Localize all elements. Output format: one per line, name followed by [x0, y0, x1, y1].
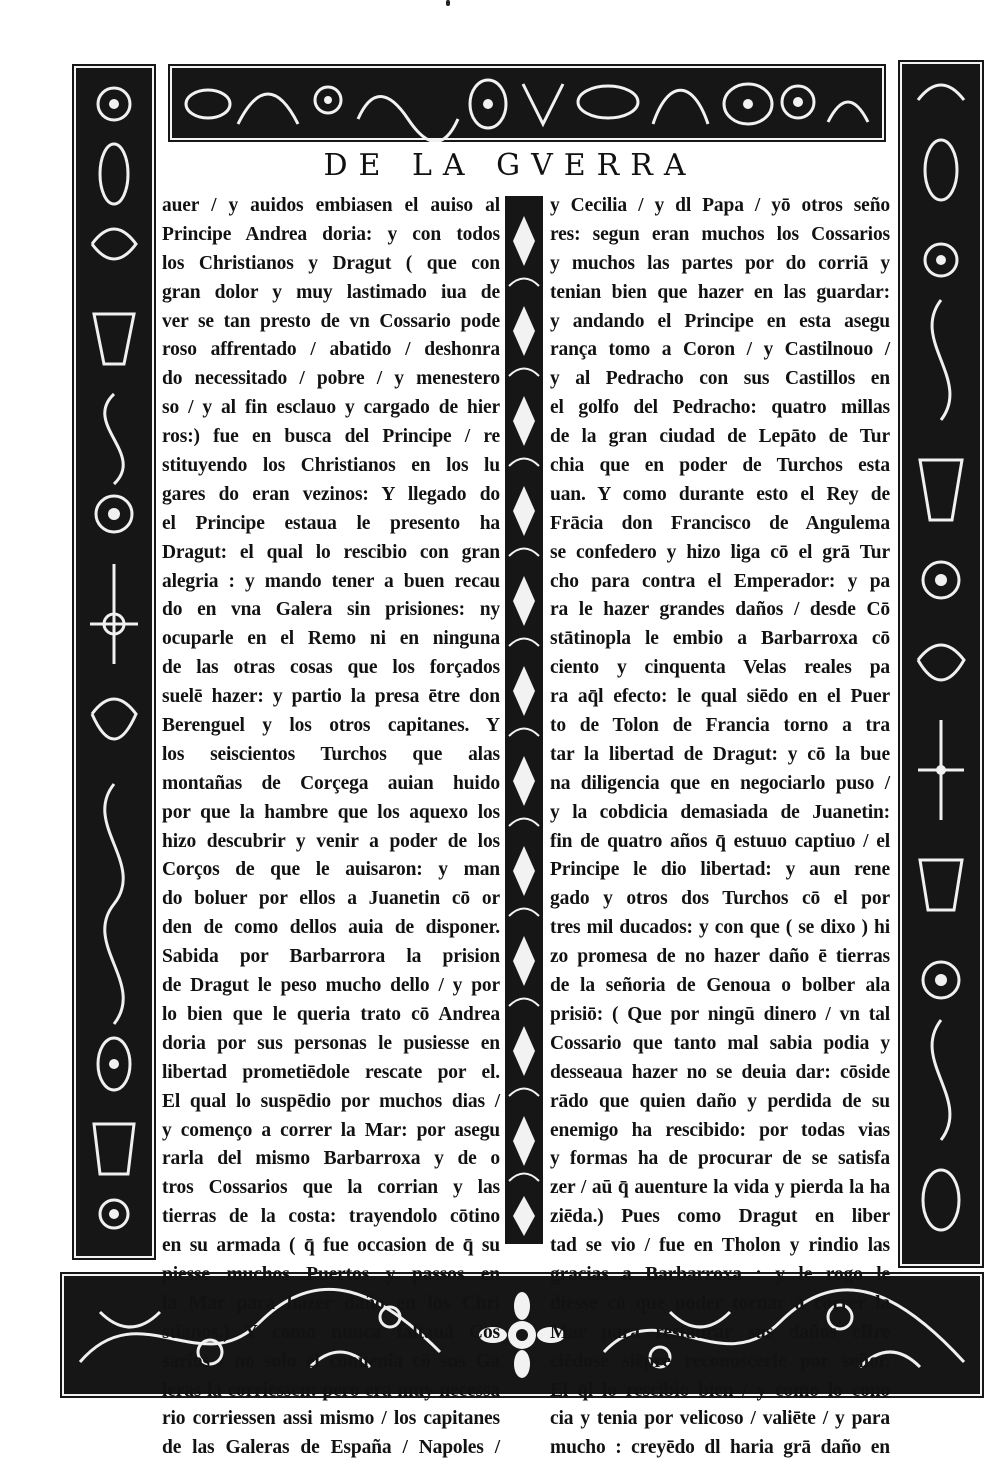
running-head: DE LA GVERRA — [323, 148, 697, 183]
text-line: zo promesa de no hazer daño ē tierras — [550, 946, 890, 968]
text-line: doria por sus personas le pusiesse en — [162, 1032, 500, 1054]
text-line: El q̄l lo rescibio bien / y como lo cono — [550, 1379, 890, 1401]
text-line: stituyendo los Christianos en los lu — [162, 455, 500, 477]
text-line: ciento y cinquenta Velas reales pa — [550, 657, 890, 679]
text-line: El qual lo suspēdio por muchos dias / — [162, 1090, 500, 1112]
text-line: do en vna Galera sin prisiones: ny — [162, 599, 500, 621]
text-line: fin de quatro años q̄ estuuo captiuo / el — [550, 830, 890, 852]
text-line: rarla del mismo Barbarroxa y de o — [162, 1148, 500, 1170]
left-woodcut-border — [72, 64, 156, 1260]
text-line: ra le hazer grandes daños / desde Cō — [550, 599, 890, 621]
text-line: lo bien que le queria trato cō Andrea — [162, 1003, 500, 1025]
text-line: y Cecilia / y dl Papa / yō otros seño — [550, 195, 890, 216]
text-line: rio corriessen assi mismo / los capitanes — [162, 1408, 500, 1430]
text-line: ros:) fue en busca del Principe / re — [162, 426, 500, 448]
text-line: ra aq̄l efecto: le qual siēdo en el Puer — [550, 686, 890, 708]
text-line: de la gran ciudad de Lepāto de Tur — [550, 426, 890, 448]
text-line: tierras de la costa: trayendolo cōtino — [162, 1206, 500, 1228]
right-woodcut-border — [898, 60, 984, 1268]
text-line: prisiō: ( Que por ningū dinero / vn tal — [550, 1003, 890, 1025]
text-line: gado y otros dos Turchos cō el por — [550, 888, 890, 910]
center-woodcut-column — [505, 196, 543, 1244]
text-line: ver se tan presto de vn Cossario pode — [162, 310, 500, 332]
top-woodcut-border — [168, 64, 886, 142]
text-line: de la señoria de Genoua o bolber ala — [550, 975, 890, 997]
text-line: la Mar para hazer daño en los Chri — [162, 1292, 500, 1314]
text-line: tres mil ducados: y con que ( se dixo ) hi — [550, 917, 890, 939]
text-line: ocuparle en el Remo ni en ninguna — [162, 628, 500, 650]
text-line: cho para contra el Emperador: y pa — [550, 570, 890, 592]
text-line: alegria : y mando tener a buen recau — [162, 570, 500, 592]
text-line: y començo a correr la Mar: por asegu — [162, 1119, 500, 1141]
text-line: tros Cossarios que la corrian y las — [162, 1177, 500, 1199]
text-line: Sabida por Barbarrora la prision — [162, 946, 500, 968]
text-line: tad se vio / fue en Tholon y rindio las — [550, 1235, 890, 1257]
center-column-ornament-icon — [505, 196, 543, 1244]
text-line: tar la libertad de Dragut: y cō la bue — [550, 743, 890, 765]
text-line: gracias a Barbarroxa : y le rogo le — [550, 1263, 890, 1285]
text-line: zer / aū q̄ auenture la vida y pierda la ha — [550, 1177, 890, 1199]
text-line: de las Galeras de España / Napoles / — [162, 1437, 500, 1459]
text-line: suelē hazer: y partio la presa ētre don — [162, 686, 500, 708]
text-line: uan. Y como durante esto el Rey de — [550, 483, 890, 505]
text-line: gran dolor y muy lastimado iua de — [162, 281, 500, 303]
text-line: cia y tenia por velicoso / valiēte / y para — [550, 1408, 890, 1430]
text-line: enemigo ha rescibido: por todas vias — [550, 1119, 890, 1141]
text-line: Dragut: el qual lo rescibio con gran — [162, 541, 500, 563]
text-line: Berenguel y los otros capitanes. Y — [162, 715, 500, 737]
text-line: Mar para restaurar sus daños effre — [550, 1321, 890, 1343]
text-line: tenian bien que hazer en las guardar: — [550, 281, 890, 303]
text-line: de las otras cosas que los forçados — [162, 657, 500, 679]
text-line: en su armada ( q̄ fue occasion de q̄ su — [162, 1235, 500, 1257]
text-line: Frācia don Francisco de Angulema — [550, 512, 890, 534]
right-border-ornament-icon — [898, 60, 984, 1268]
text-line: los seiscientos Turchos que alas — [162, 743, 500, 765]
text-line: ciēdose siēpre reconoscerle por señor. — [550, 1350, 890, 1372]
left-border-ornament-icon — [72, 64, 156, 1260]
text-line: Cossario que tanto mal sabia podia y — [550, 1032, 890, 1054]
text-line: na diligencia que en negociarlo puso / — [550, 772, 890, 794]
text-line: el Principe estaua le presento ha — [162, 512, 500, 534]
text-line: stianos.) Y como nunca faltauā Cos — [162, 1321, 500, 1343]
text-line: los Christianos y Dragut ( que con — [162, 252, 500, 274]
text-line: do boluer por ellos a Juanetin cō or — [162, 888, 500, 910]
text-line: montañas de Corçega auian huido — [162, 772, 500, 794]
text-line: rança tomo a Coron / y Castilnouo / — [550, 339, 890, 361]
text-line: sarios / no solo el conuenia cō sus Ga — [162, 1350, 500, 1372]
top-border-ornament-icon — [168, 64, 886, 142]
text-line: res: segun eran muchos los Cossarios — [550, 223, 890, 245]
left-text-column — [162, 192, 500, 1463]
text-line: den de como dellos auia de disponer. — [162, 917, 500, 939]
stray-ink-mark — [446, 0, 450, 6]
text-line: piesse muchos Puertos y passos en — [162, 1263, 500, 1285]
text-line: so / y al fin esclauo y cargado de hier — [162, 397, 500, 419]
text-line: roso affrentado / abatido / deshonra — [162, 339, 500, 361]
text-line: libertad prometiēdole rescate por el. — [162, 1061, 500, 1083]
text-line: do necessitado / pobre / y menestero — [162, 368, 500, 390]
text-line: gares do eran vezinos: Y llegado do — [162, 483, 500, 505]
text-line: to de Tolon de Francia torno a tra — [550, 715, 890, 737]
text-line: y andando el Principe en esta asegu — [550, 310, 890, 332]
text-line: mucho : creyēdo dl haria grā daño en — [550, 1437, 890, 1459]
text-line: desseaua hazer no se deuia dar: cōside — [550, 1061, 890, 1083]
text-line: el golfo del Pedracho: quatro millas — [550, 397, 890, 419]
text-line: stātinopla le embio a Barbarroxa cō — [550, 628, 890, 650]
text-line: Principe Andrea doria: y con todos — [162, 223, 500, 245]
text-line: auer / y auidos embiasen el auiso al — [162, 195, 500, 216]
text-line: de Dragut le peso mucho dello / y por — [162, 975, 500, 997]
text-line: ziēda.) Pues como Dragut en liber — [550, 1206, 890, 1228]
text-line: Principe le dio libertad: y aun rene — [550, 859, 890, 881]
text-line: y al Pedracho con sus Castillos en — [550, 368, 890, 390]
text-line: se confedero y hizo liga cō el grā Tur — [550, 541, 890, 563]
text-line: rādo que quien daño y perdida de su — [550, 1090, 890, 1112]
text-line: chia que en poder de Turchos esta — [550, 455, 890, 477]
right-text-column — [550, 192, 890, 1463]
text-line: por que la hambre que los aquexo los — [162, 801, 500, 823]
text-line: diesse cō que poder tornar a correr la — [550, 1292, 890, 1314]
text-line: hizo descubrir y venir a poder de los — [162, 830, 500, 852]
text-line: Corços de que le auisaron: y man — [162, 859, 500, 881]
text-line: leras la corriessen: pero era muy necessa — [162, 1379, 500, 1401]
text-line: y formas ha de procurar de se satisfa — [550, 1148, 890, 1170]
text-line: y muchos las partes por do corriā y — [550, 252, 890, 274]
text-line: y la cobdicia demasiada de Juanetin: — [550, 801, 890, 823]
